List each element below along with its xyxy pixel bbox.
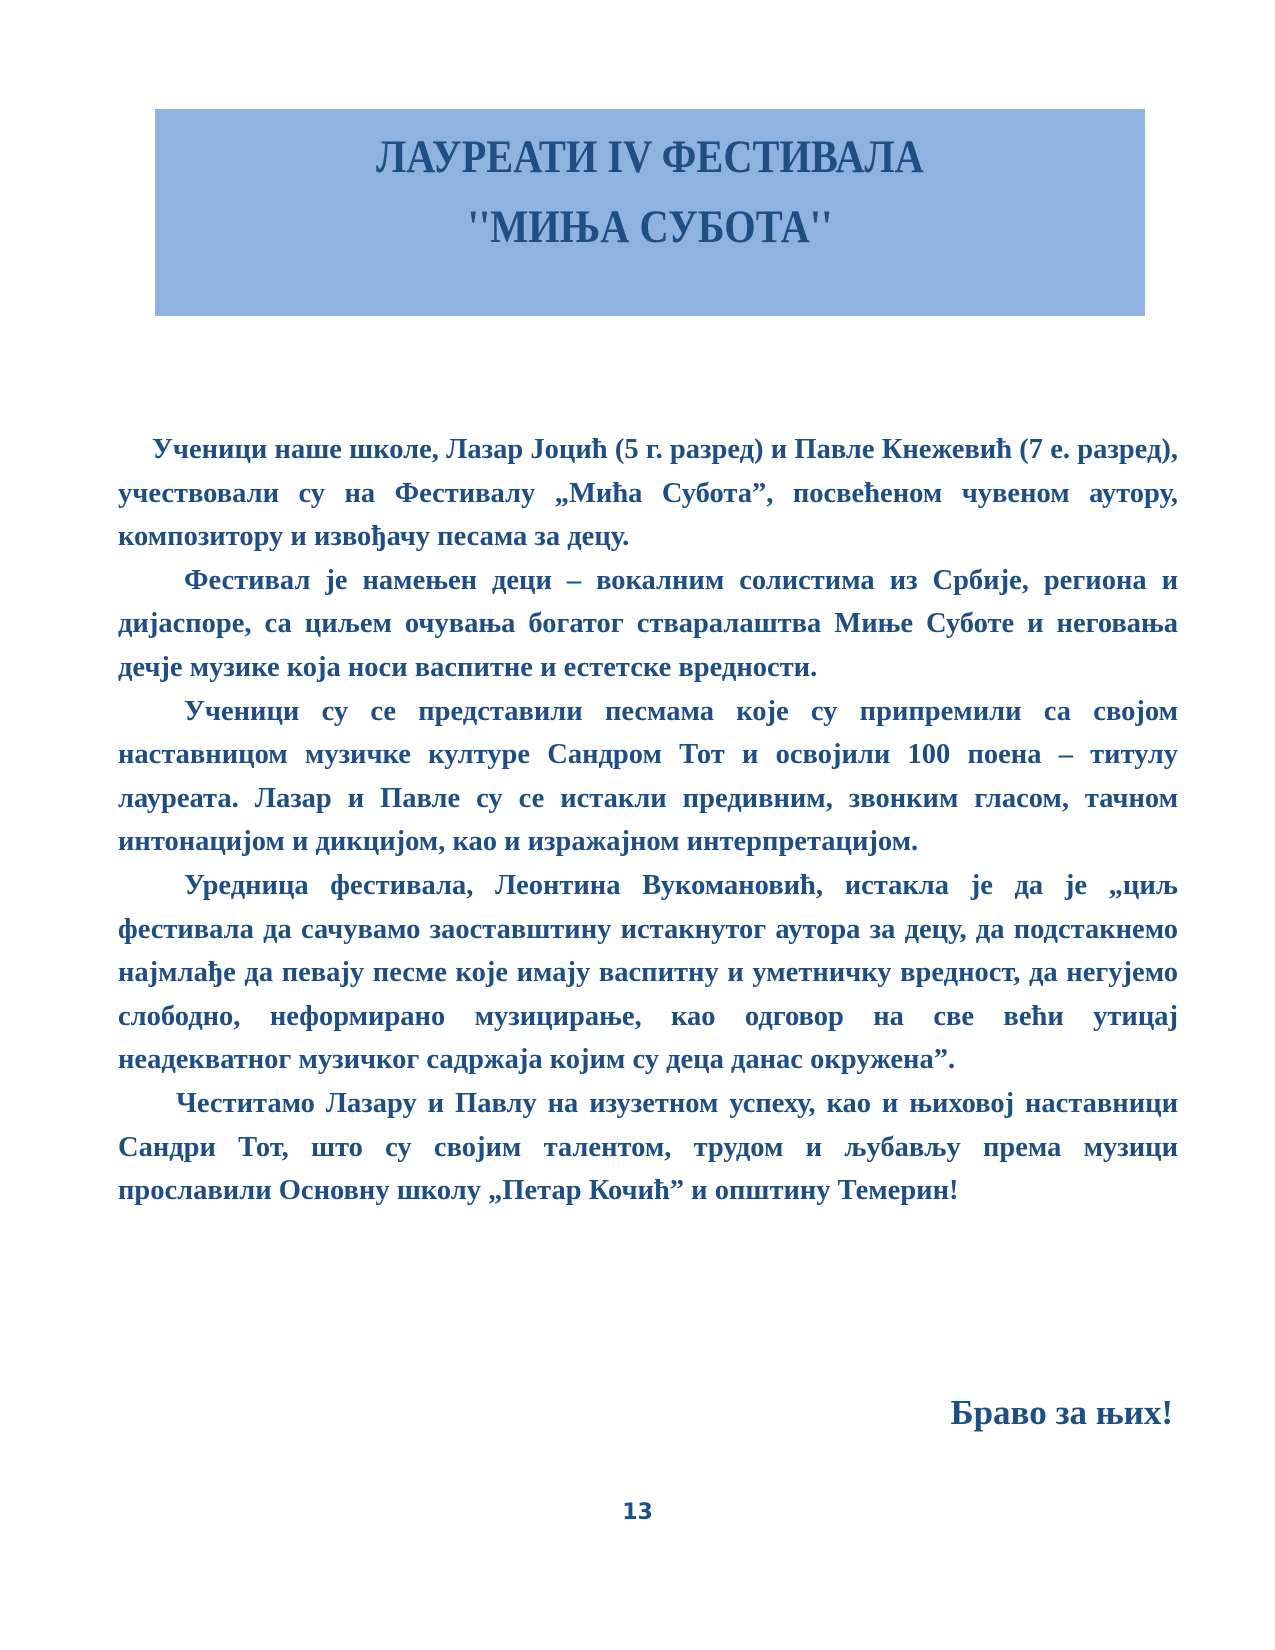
title-banner	[155, 109, 1145, 316]
paragraph-5: Честитамо Лазару и Павлу на изузетном успеху, као и њиховој наставници Сандри Тот, што су својим талентом, трудом и љубављу према музици прославили Основну школу „Петар Кочић” и општину Темерин!	[118, 1087, 1178, 1207]
paragraph-2: Фестивал је намењен деци – вокалним солистима из Србије, региона и дијаспоре, са циљем очувања богатог стваралаштва Миње Суботе и неговања дечје музике која носи васпитне и естетске вредности.	[118, 564, 1178, 683]
closing-line: Браво за њих!	[950, 1393, 1173, 1432]
article-body	[118, 428, 1178, 1213]
paragraph-1: Ученици наше школе, Лазар Јоцић (5 г. разред) и Павле Кнежевић (7 е. разред), учествовали су на Фестивалу „Мића Субота”, посвећеном чувеном аутору, композитору и извођачу песама за децу.	[118, 434, 1178, 553]
paragraph-3: Ученици су се представили песмама које су припремили са својом наставницом музичке културе Сандром Тот и освојили 100 поена – титулу лауреата. Лазар и Павле су се истакли предивним, звонким гласом, тачном интонацијом и дикцијом, као и изражајном интерпретацијом.	[118, 695, 1178, 858]
title-line-1: ЛАУРЕАТИ IV ФЕСТИВАЛА	[376, 131, 924, 183]
page-number: 13	[622, 1500, 653, 1525]
paragraph-4: Уредница фестивала, Леонтина Вукомановић, истакла је да је „циљ фестивала да сачувамо заоставштину истакнутог аутора за децу, да подстакнемо најмлађе да певају песме које имају васпитну и уметничку вредност, да негујемо слободно, неформирано музицирање, као одговор на све већи утицај неадекватног музичког садржаја којим су деца данас окружена”.	[118, 869, 1178, 1076]
title-line-2: ''МИЊА СУБОТА''	[467, 201, 833, 253]
